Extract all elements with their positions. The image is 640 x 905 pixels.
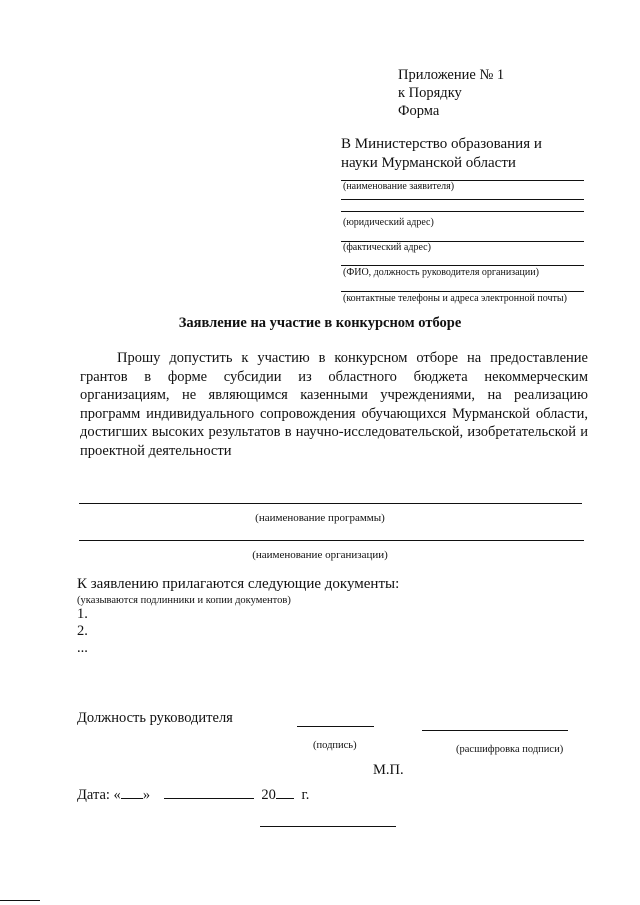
document-item-1: 1. — [77, 606, 88, 622]
appendix-line-1: Приложение № 1 — [398, 67, 505, 83]
appendix-header — [398, 66, 504, 120]
applicant-name-caption: (наименование заявителя) — [343, 181, 455, 192]
recipient-block — [341, 135, 542, 173]
actual-address-caption: (фактический адрес) — [343, 242, 431, 253]
bottom-signature-line — [260, 826, 396, 827]
page-corner-mark — [0, 900, 40, 901]
program-line — [79, 503, 582, 504]
application-body: Прошу допустить к участию в конкурсном отборе на предоставление грантов в форме субсидии из областного бюджета некоммерческим организациям, не являющимся казенными учреждениями, на реализацию программ индивидуального сопровождения обучающихся Мурманской области, достигших высоких результатов в научно-исследовательской, изобретательской и проектной деятельности — [80, 350, 588, 459]
organization-line — [79, 540, 584, 541]
recipient-line-1: В Министерство образования и — [341, 136, 542, 152]
contacts-line — [341, 291, 584, 292]
documents-heading: К заявлению прилагаются следующие документы: — [77, 576, 400, 592]
head-caption: (ФИО, должность руководителя организации) — [343, 267, 539, 278]
organization-caption: (наименование организации) — [252, 549, 388, 561]
legal-address-line — [341, 211, 584, 212]
year-suffix: г. — [301, 787, 310, 803]
date-label: Дата: « — [77, 787, 121, 803]
legal-address-caption: (юридический адрес) — [343, 217, 434, 228]
signature-caption: (подпись) — [313, 740, 357, 751]
position-label: Должность руководителя — [77, 710, 233, 726]
decoding-caption: (расшифровка подписи) — [456, 744, 564, 755]
appendix-line-2: к Порядку — [398, 85, 462, 101]
month-blank — [164, 798, 254, 799]
blank-line — [341, 199, 584, 200]
contacts-caption: (контактные телефоны и адреса электронной почты) — [343, 293, 567, 304]
date-quote-close: » — [142, 787, 151, 803]
day-blank — [121, 798, 143, 799]
recipient-line-2: науки Мурманской области — [341, 155, 516, 171]
appendix-line-3: Форма — [398, 103, 440, 119]
program-caption: (наименование программы) — [255, 512, 385, 524]
head-line — [341, 265, 584, 266]
document-title: Заявление на участие в конкурсном отборе — [178, 315, 462, 331]
date-row — [77, 787, 309, 804]
document-item-ellipsis: ... — [77, 640, 88, 656]
signature-line — [297, 726, 374, 727]
document-item-2: 2. — [77, 623, 88, 639]
stamp-label: М.П. — [373, 762, 404, 778]
documents-note: (указываются подлинники и копии документов) — [77, 595, 291, 606]
year-blank — [276, 798, 294, 799]
year-prefix: 20 — [261, 787, 276, 803]
decoding-line — [422, 730, 568, 731]
